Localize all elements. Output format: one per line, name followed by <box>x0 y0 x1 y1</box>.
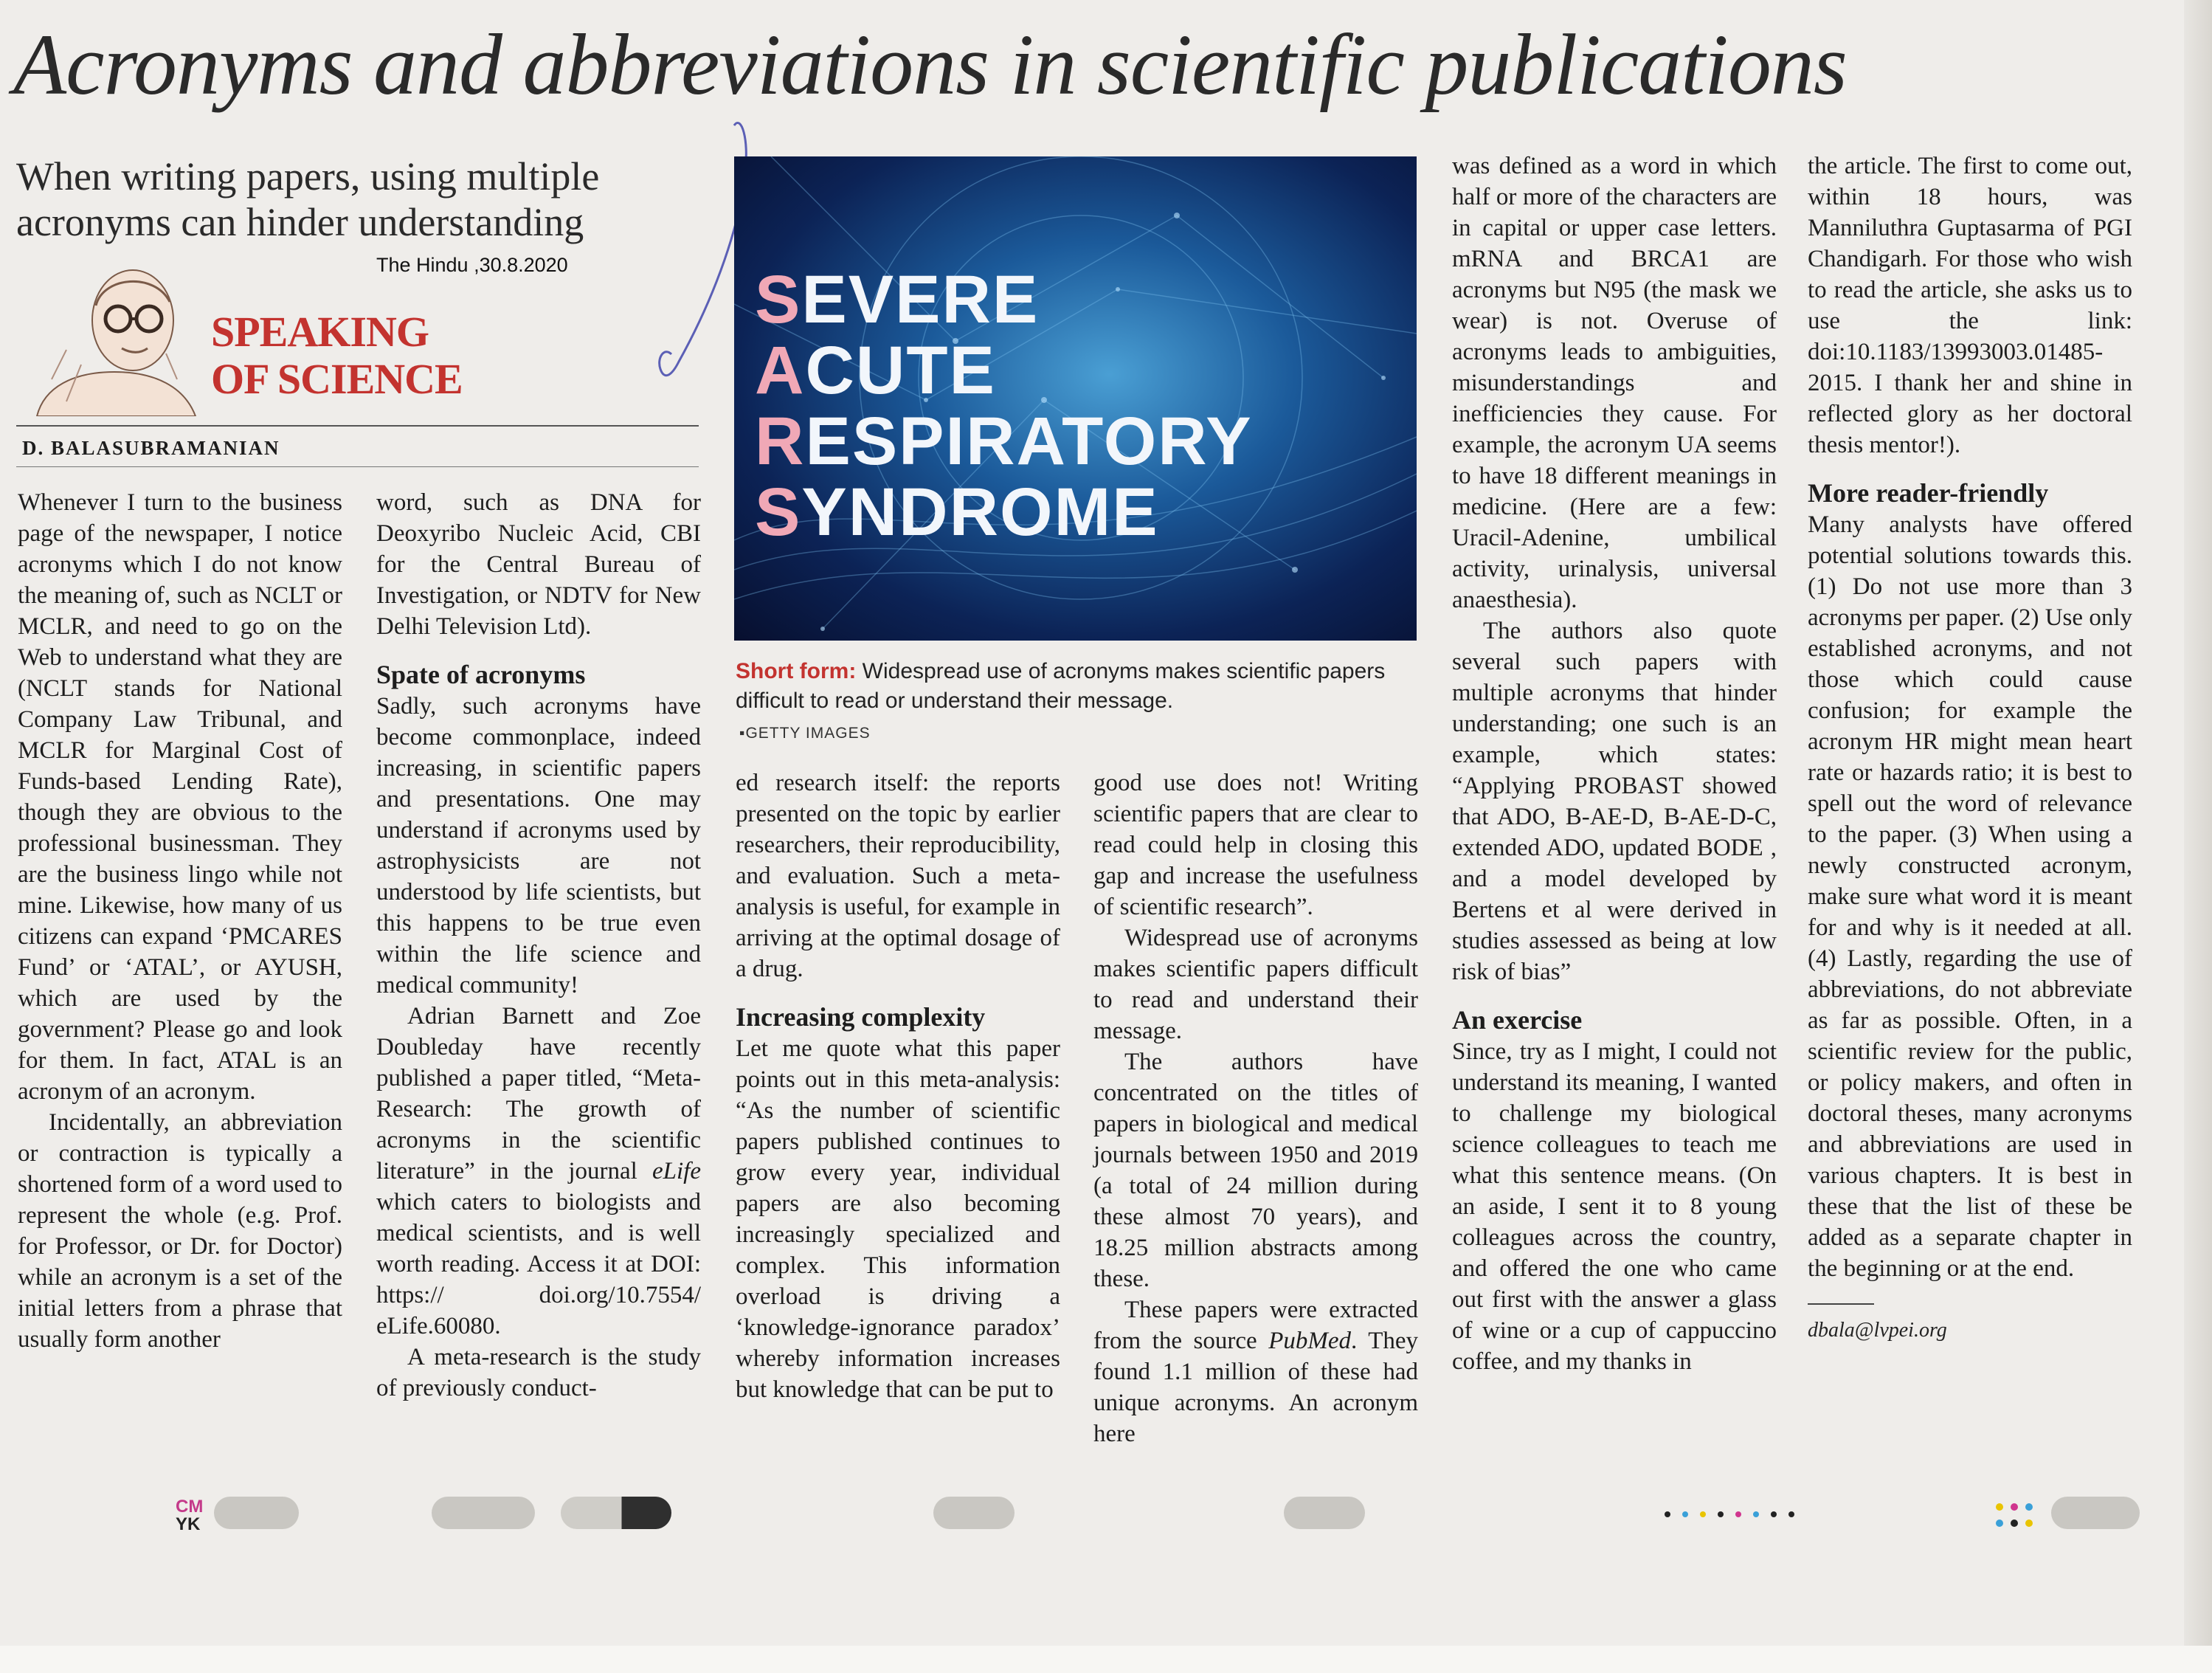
photo-line-severe <box>755 262 1040 337</box>
article-deck <box>16 153 680 245</box>
author-portrait-icon <box>22 261 207 416</box>
article-headline: Acronyms and abbreviations in scientific publications <box>13 16 1847 113</box>
article-column-2 <box>376 487 701 1404</box>
source-note: The Hindu ,30.8.2020 <box>376 254 568 276</box>
paragraph: good use does not! Writing scientific papers that are clear to read could help in closing this gap and increase the usefulness of scientific research”. <box>1093 770 1418 920</box>
paragraph: Whenever I turn to the business page of the newspaper, I notice acronyms which I do not know the meaning of, such as NCLT or MCLR, and need to go on the Web to understand what they are (NCLT stands for National Company Law Tribunal, and MCLR for Marginal Cost of Funds-based Lending Rate), though they are obvious to the professional businessman. They are the business lingo while not mine. Likewise, how many of us citizens can expand ‘PMCARES Fund’ or ‘ATAL’, or AYUSH, which are used by the government? Please go and look for them. In fact, ATAL is an acronym of an acronym. <box>18 489 342 1105</box>
deck-line-2: acronyms can hinder understanding <box>16 200 584 244</box>
text-run: Adrian Barnett and Zoe Doubleday have recently published a paper titled, “Meta-Research: The growth of acronyms in the scientific literature” in the journal <box>376 1003 701 1184</box>
subheading-increasing-complexity: Increasing complexity <box>736 1002 986 1032</box>
article-column-6 <box>1808 151 2132 1346</box>
text-run: which caters to biologists and medical scientists, and is well worth reading. Access it at DOI: https:// doi.org/10.7554/ eLife.60080. <box>376 1189 701 1339</box>
paragraph: the article. The first to come out, within 18 hours, was Manniluthra Guptasarma of PGI Chandigarh. For those who wish to read the article, she asks us to use the link: doi:10.1183/13993003.01485-2015. I thank her and shine in reflected glory as her doctoral thesis mentor!). <box>1808 153 2132 458</box>
subheading-an-exercise: An exercise <box>1452 1005 1583 1035</box>
paragraph: Since, try as I might, I could not understand its meaning, I wanted to challenge my biological science colleagues to teach me what this sentence means. (On an aside, I sent it to 8 young colleagues across the country, and offered the one who came out first with the answer a glass of wine or a cup of cappuccino coffee, and my thanks in <box>1452 1038 1777 1375</box>
article-column-3 <box>736 767 1060 1405</box>
register-pill <box>933 1497 1015 1529</box>
photo-line-syndrome <box>755 475 1159 550</box>
photo-initial: S <box>755 475 802 550</box>
byline-rule-lower <box>16 466 699 467</box>
photo-word: ESPIRATORY <box>805 404 1253 479</box>
paragraph: Incidentally, an abbreviation or contraction is typically a shortened form of a word used to represent the whole (e.g. Prof. for Professor, or Dr. for Doctor) while an acronym is a set of the initial letters from a phrase that usually form another <box>18 1109 342 1353</box>
photo-word: YNDROME <box>801 475 1159 550</box>
caption-label: Short form: <box>736 659 857 683</box>
register-pill <box>1284 1497 1365 1529</box>
text-run: These papers were extracted from the source <box>1093 1297 1418 1354</box>
byline: D. BALASUBRAMANIAN <box>22 437 280 459</box>
photo-credit: ▪GETTY IMAGES <box>739 725 871 742</box>
article-column-1 <box>18 487 342 1355</box>
paragraph: The authors have concentrated on the titles of papers in biological and medical journals between 1950 and 2019 (a total of 24 million during these almost 70 years), and 18.25 million abstracts among these. <box>1093 1049 1418 1292</box>
paragraph: ed research itself: the reports presented on the topic by earlier researchers, their reproducibility, and evaluation. Such a meta-analysis is useful, for example in arriving at the optimal dosage of a drug. <box>736 770 1060 982</box>
column-rubric <box>211 308 463 403</box>
photo-initial: A <box>755 333 806 408</box>
page-bottom-margin <box>0 1646 2212 1673</box>
register-pill <box>561 1497 671 1529</box>
author-email: dbala@lvpei.org <box>1808 1319 1947 1342</box>
subheading-spate-of-acronyms: Spate of acronyms <box>376 660 586 689</box>
register-pill <box>2051 1497 2140 1529</box>
journal-name: eLife <box>652 1158 701 1184</box>
text-run: . They found 1.1 million of these had unique acronyms. An acronym here <box>1093 1328 1418 1447</box>
paragraph: Sadly, such acronyms have become commonplace, indeed increasing, in scientific papers and presentations. One may understand if acronyms used by astrophysicists are not understood by life scientists, but this happens to be true even within the life science and medical community! <box>376 693 701 998</box>
byline-rule <box>16 425 699 427</box>
cmyk-mark-top: CM <box>176 1497 204 1517</box>
paragraph: Many analysts have offered potential solutions towards this. (1) Do not use more than 3 acronyms per paper. (2) Use only established acronyms, and not those which could cause confusion; for example the acronym HR might mean heart rate or hazards ratio; it is best to spell out the word of relevance to the paper. (3) When using a newly constructed acronym, make sure what word it is meant for and why is it needed at all. (4) Lastly, regarding the use of abbreviations, do not abbreviate as far as possible. Often, in a scientific review for the public, or policy makers, and often in doctoral theses, many acronyms and abbreviations are used in various chapters. It is best in these that the list of these be added as a separate chapter in the beginning or at the end. <box>1808 511 2132 1282</box>
paragraph: A meta-research is the study of previously conduct- <box>376 1344 701 1401</box>
photo-caption <box>736 657 1422 716</box>
photo-word: CUTE <box>805 333 996 408</box>
print-registration-strip <box>0 1497 2212 1548</box>
registration-dots-icon <box>1660 1507 1837 1522</box>
photo-word: EVERE <box>801 262 1040 337</box>
rubric-line-1: SPEAKING <box>211 308 429 356</box>
cmyk-mark-bottom: YK <box>176 1514 201 1534</box>
paragraph <box>376 1001 701 1342</box>
caption-text: Widespread use of acronyms makes scientific papers difficult to read or understand their message. <box>736 659 1386 713</box>
paragraph: The authors also quote several such papers with multiple acronyms that hinder understanding; one such is an example, which states: “Applying PROBAST showed that ADO, B-AE-D, B-AE-D-C, extended ADO, updated BODE , and a model developed by Bertens et al were derived in studies assessed as being at low risk of bias” <box>1452 618 1777 985</box>
source-name: PubMed <box>1268 1328 1351 1354</box>
article-column-4 <box>1093 767 1418 1449</box>
photo-initial: R <box>755 404 806 479</box>
register-pill <box>432 1497 535 1529</box>
photo-line-respiratory <box>755 404 1253 479</box>
deck-line-1: When writing papers, using multiple <box>16 154 600 199</box>
sars-photo <box>734 156 1417 641</box>
paragraph: word, such as DNA for Deoxyribo Nucleic Acid, CBI for the Central Bureau of Investigation, or NDTV for New Delhi Television Ltd). <box>376 489 701 640</box>
color-patch-icon <box>1992 1498 2044 1535</box>
photo-initial: S <box>755 262 802 337</box>
paragraph <box>1093 1294 1418 1449</box>
rubric-line-2: OF SCIENCE <box>211 355 463 403</box>
register-pill <box>214 1497 299 1529</box>
paragraph: was defined as a word in which half or more of the characters are in capital or upper case letters. mRNA and BRCA1 are acronyms but N95 (the mask we wear) is not. Overuse of acronyms leads to ambiguities, misunderstandings and inefficiencies they cause. For example, the acronym UA seems to have 18 different meanings in medicine. (Here are a few: Uracil-Adenine, umbilical activity, urinalysis, universal anaesthesia). <box>1452 153 1777 613</box>
subheading-more-reader-friendly: More reader-friendly <box>1808 478 2049 508</box>
photo-line-acute <box>755 333 996 408</box>
article-column-5 <box>1452 151 1777 1377</box>
paragraph: Widespread use of acronyms makes scientific papers difficult to read and understand their message. <box>1093 925 1418 1044</box>
end-rule <box>1808 1303 1874 1305</box>
cmyk-mark <box>176 1498 203 1534</box>
page-edge <box>2184 0 2212 1646</box>
paragraph: Let me quote what this paper points out in this meta-analysis: “As the number of scientific papers published continues to grow every year, individual papers are also becoming increasingly specialized and complex. This information overload is driving a ‘knowledge-ignorance paradox’ whereby information increases but knowledge that can be put to <box>736 1035 1060 1403</box>
